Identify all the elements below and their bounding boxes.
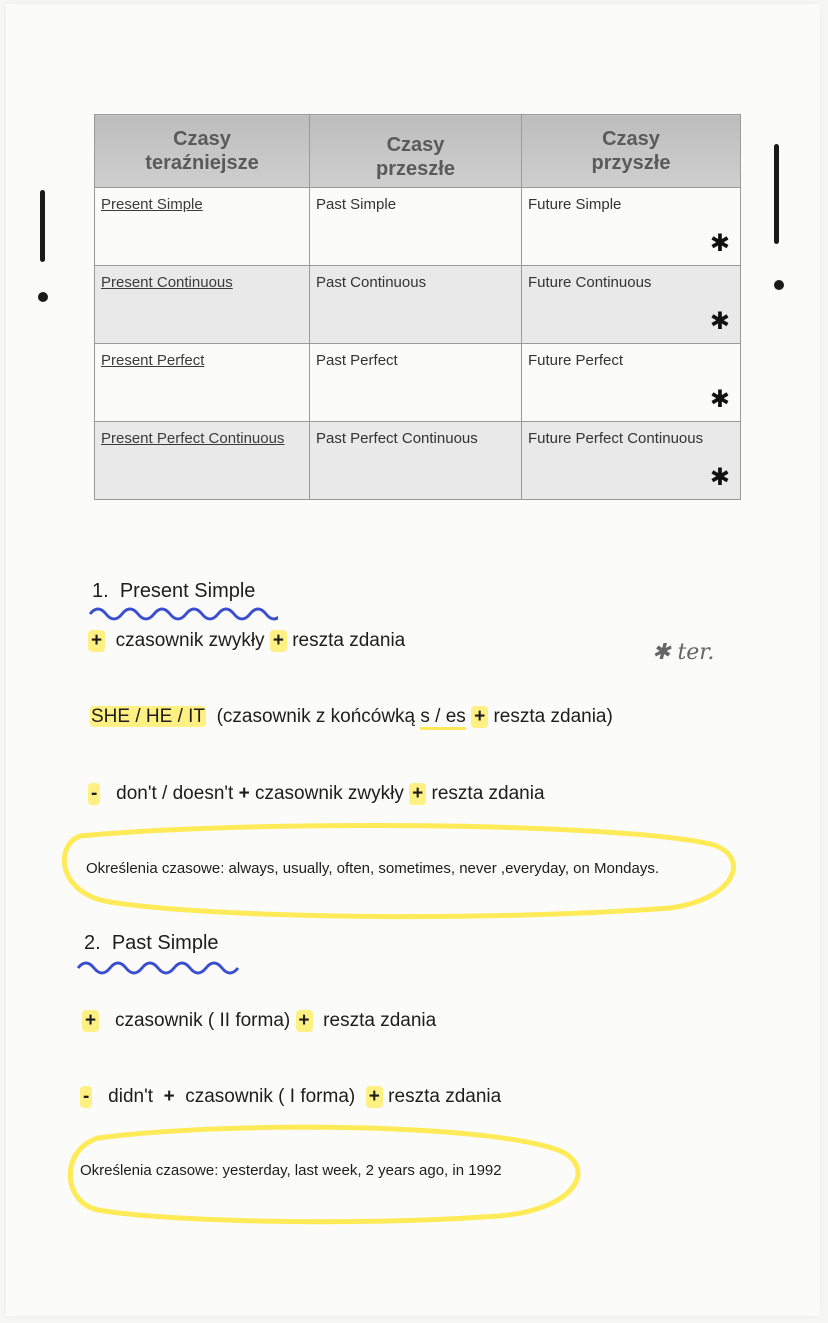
table-cell: Present Simple [95, 188, 310, 266]
plus-part: reszta zdania [323, 1010, 437, 1031]
section1-minus-line [88, 783, 545, 805]
plus-part: reszta zdania [292, 630, 406, 651]
blue-squiggle-underline [88, 602, 278, 622]
table-cell: Present Perfect Continuous [95, 422, 310, 500]
section1-she-line [90, 706, 613, 728]
right-margin-dot [774, 280, 784, 290]
minus-part: didn't [108, 1086, 153, 1107]
plus-sign: + [88, 630, 105, 652]
blue-squiggle-underline [76, 956, 256, 976]
minus-sign: - [88, 783, 100, 805]
star-mark: ✱ [709, 385, 730, 413]
right-margin-bar [774, 144, 779, 244]
ending-s-es: s / es [420, 706, 465, 730]
table-cell: Future Continuous ✱ [522, 266, 741, 344]
section1-plus-line [88, 630, 405, 652]
plus-sign: + [163, 1086, 175, 1107]
section2-title: Past Simple [111, 932, 219, 954]
table-row [95, 422, 741, 500]
table-cell: Past Simple [310, 188, 522, 266]
section2-minus-line [80, 1086, 501, 1108]
table-cell: Future Perfect ✱ [522, 344, 741, 422]
star-mark: ✱ [709, 463, 730, 491]
star-mark: ✱ [709, 229, 730, 257]
table-cell: Past Perfect [310, 344, 522, 422]
section2-number: 2. [84, 932, 101, 954]
table-header-row [95, 115, 741, 188]
star-mark: ✱ [652, 640, 671, 665]
left-margin-bar [40, 190, 45, 262]
minus-part: reszta zdania [388, 1086, 502, 1107]
minus-part: czasownik zwykły [254, 783, 404, 804]
section1-heading [92, 580, 255, 603]
plus-sign: + [238, 783, 250, 804]
plus-sign: + [82, 1010, 99, 1032]
minus-sign: - [80, 1086, 92, 1108]
she-he-it: SHE / HE / IT [91, 706, 206, 727]
handwritten-margin-note [652, 640, 714, 665]
star-mark: ✱ [709, 307, 730, 335]
table-cell: Past Perfect Continuous [310, 422, 522, 500]
she-rule: (czasownik z końcówką [216, 706, 416, 727]
section2-plus-line [82, 1010, 436, 1032]
table-row [95, 188, 741, 266]
plus-part: czasownik zwykły [115, 630, 265, 651]
header-past: Czasy przeszłe [310, 115, 522, 188]
table-row [95, 344, 741, 422]
table-row [95, 266, 741, 344]
minus-part: don't / doesn't [116, 783, 234, 804]
tense-table [94, 114, 741, 500]
plus-sign: + [471, 706, 488, 728]
minus-part: reszta zdania [431, 783, 545, 804]
plus-sign: + [296, 1010, 313, 1032]
section1-number: 1. [92, 580, 109, 602]
table-cell: Present Continuous [95, 266, 310, 344]
left-margin-dot [38, 292, 48, 302]
table-cell: Present Perfect [95, 344, 310, 422]
header-present: Czasy teraźniejsze [95, 115, 310, 188]
she-rule: reszta zdania) [493, 706, 613, 727]
margin-note-text: ter. [677, 640, 715, 665]
table-cell: Future Simple ✱ [522, 188, 741, 266]
plus-part: czasownik ( II forma) [114, 1010, 291, 1031]
section2-heading [84, 932, 219, 955]
table-cell: Past Continuous [310, 266, 522, 344]
section1-time-expressions: Określenia czasowe: always, usually, often, sometimes, never ,everyday, on Mondays. [86, 860, 660, 877]
section1-title: Present Simple [119, 580, 256, 602]
section2-time-expressions: Określenia czasowe: yesterday, last week, 2 years ago, in 1992 [80, 1162, 502, 1179]
plus-sign: + [366, 1086, 383, 1108]
plus-sign: + [270, 630, 287, 652]
header-future: Czasy przyszłe [522, 115, 741, 188]
plus-sign: + [409, 783, 426, 805]
table-cell: Future Perfect Continuous ✱ [522, 422, 741, 500]
minus-part: czasownik ( I forma) [185, 1086, 356, 1107]
